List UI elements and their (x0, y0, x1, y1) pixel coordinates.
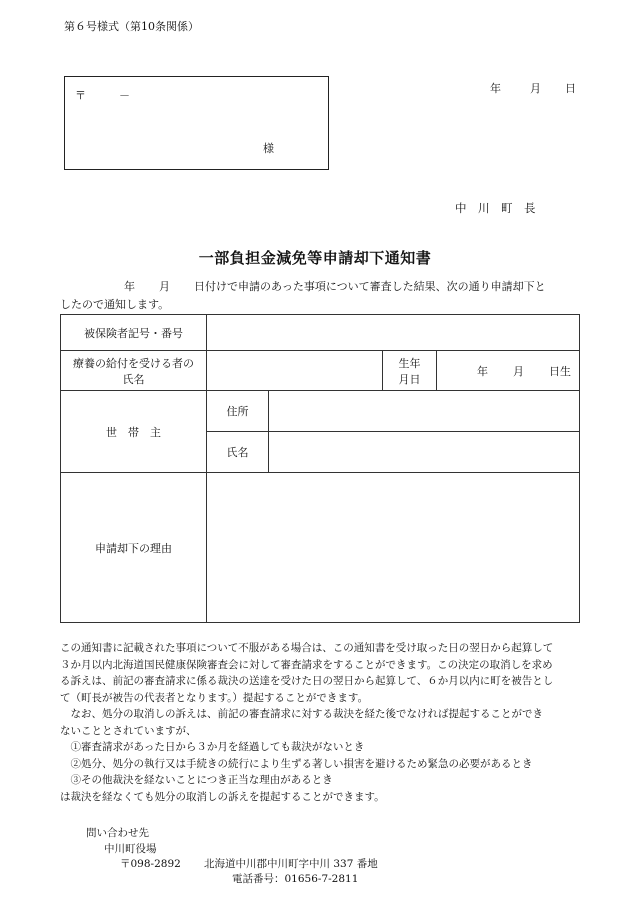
rejection-reason-field[interactable] (207, 473, 580, 623)
date-day: 日 (565, 82, 576, 95)
birth-month: 月 (513, 364, 524, 378)
birth-day: 日生 (549, 364, 571, 378)
contact-heading: 問い合わせ先 (86, 827, 149, 839)
issuer-mayor: 中 川 町 長 (455, 201, 536, 215)
birth-year: 年 (477, 364, 488, 378)
rejection-reason-label: 申請却下の理由 (61, 473, 207, 623)
postal-mark: 〒 (75, 89, 86, 102)
form-number: 第６号様式（第10条関係） (64, 20, 199, 33)
birthdate-label (383, 351, 437, 391)
notice-line: ①審査請求があった日から３か月を経過しても裁決がないとき (60, 741, 365, 753)
notice-line: は裁決を経なくても処分の取消しの訴えを提起することができます。 (60, 790, 385, 803)
notice-line: る訴えは、前記の審査請求に係る裁決の送達を受けた日の翌日から起算して、６か月以内に町を被告とし (60, 675, 554, 687)
contact-office: 中川町役場 (104, 843, 157, 855)
birth-label-line1: 生年 (398, 356, 421, 370)
postal-dash: － (119, 89, 130, 102)
contact-postal: 〒098-2892 (120, 858, 181, 870)
recipient-name-label (61, 351, 207, 391)
householder-name-label: 氏名 (207, 432, 269, 473)
birth-label-line2: 月日 (398, 372, 421, 386)
insured-number-field[interactable] (207, 315, 580, 351)
insured-number-label: 被保険者記号・番号 (61, 315, 207, 351)
householder-address-label: 住所 (207, 391, 269, 432)
recipient-label-line1: 療養の給付を受ける者の (73, 356, 194, 370)
application-form-table (60, 314, 580, 623)
appeal-notice (60, 640, 592, 805)
intro-month: 月 (159, 280, 170, 293)
birthdate-field[interactable] (437, 351, 580, 391)
date-month: 月 (530, 82, 541, 95)
document-title: 一部負担金減免等申請却下通知書 (198, 249, 432, 267)
notice-line: ②処分、処分の執行又は手続きの続行により生ずる著しい損害を避けるため緊急の必要があるとき (60, 757, 533, 770)
intro-paragraph (60, 278, 588, 314)
contact-phone: 電話番号：01656‐7‐2811 (232, 873, 359, 885)
intro-text: 日付けで申請のあった事項について審査した結果、次の通り申請却下と (194, 280, 546, 293)
notice-line: この通知書に記載された事項について不服がある場合は、この通知書を受け取った日の翌日から起算して (60, 642, 554, 654)
notice-line: ③その他裁決を経ないことにつき正当な理由があるとき (60, 774, 333, 786)
intro-year: 年 (124, 280, 135, 293)
notice-line: ないこととされていますが、 (60, 724, 197, 737)
recipient-label-line2: 氏名 (122, 372, 145, 386)
notice-line: て（町長が被告の代表者となります。）提起することができます。 (60, 691, 369, 704)
householder-address-field[interactable] (269, 391, 580, 432)
householder-label: 世 帯 主 (61, 391, 207, 473)
notice-line: なお、処分の取消しの訴えは、前記の審査請求に対する裁決を経た後でなければ提起することができ (60, 708, 543, 720)
notice-line: ３か月以内北海道国民健康保険審査会に対して審査請求をすることができます。この決定の取消しを求め (60, 658, 553, 671)
intro-line-2: したので通知します。 (60, 298, 170, 311)
date-year: 年 (490, 82, 501, 95)
householder-name-field[interactable] (269, 432, 580, 473)
recipient-name-field[interactable] (207, 351, 383, 391)
contact-address: 北海道中川郡中川町字中川 337 番地 (204, 858, 378, 870)
recipient-address-box (64, 76, 329, 170)
honorific-sama: 様 (263, 142, 274, 155)
